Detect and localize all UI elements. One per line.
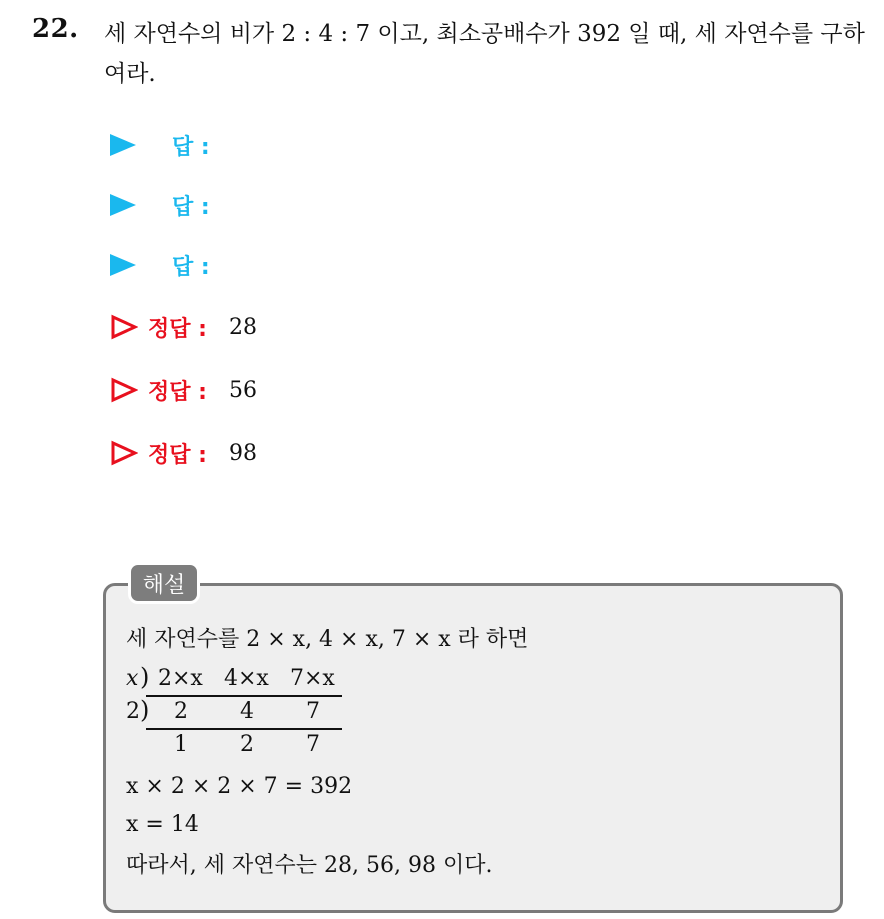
solution-row-3 — [110, 436, 257, 470]
division-cell: 2×x — [158, 666, 203, 691]
division-cell: 7 — [306, 699, 320, 724]
explanation-equation-1: x × 2 × 2 × 7 = 392 — [126, 774, 353, 799]
solution-label: 정답 : — [148, 316, 207, 342]
division-divisor: 2 — [126, 699, 140, 724]
division-cell: 7×x — [290, 666, 335, 691]
solution-row-1 — [110, 310, 257, 344]
division-cell: 2 — [174, 699, 188, 724]
question-text: 세 자연수의 비가 2 : 4 : 7 이고, 최소공배수가 392 일 때, 세 자연수를 구하여라. — [104, 21, 865, 87]
answer-blank-2[interactable] — [110, 188, 210, 222]
explanation-conclusion: 따라서, 세 자연수는 28, 56, 98 이다. — [126, 853, 493, 878]
solution-label: 정답 : — [148, 379, 207, 405]
explanation-equation-2: x = 14 — [126, 812, 199, 837]
division-cell: 4×x — [224, 666, 269, 691]
division-bracket-icon: ) — [140, 663, 150, 691]
outline-triangle-icon — [110, 377, 138, 403]
explanation-tab: 해설 — [128, 562, 200, 604]
solution-row-2 — [110, 373, 257, 407]
play-triangle-icon — [110, 254, 136, 276]
division-bracket-icon: ) — [140, 696, 150, 724]
answer-blank-1[interactable] — [110, 128, 210, 162]
solution-value: 98 — [228, 440, 257, 466]
explanation-intro: 세 자연수를 2 × x, 4 × x, 7 × x 라 하면 — [126, 627, 529, 652]
division-divisor: x — [126, 666, 139, 691]
division-rule — [146, 695, 342, 697]
answer-label: 답 : — [172, 194, 210, 220]
play-triangle-icon — [110, 194, 136, 216]
play-triangle-icon — [110, 134, 136, 156]
division-cell: 7 — [306, 732, 320, 757]
division-cell: 4 — [240, 699, 254, 724]
division-cell: 2 — [240, 732, 254, 757]
solution-value: 56 — [228, 377, 257, 403]
answer-label: 답 : — [172, 254, 210, 280]
division-rule — [146, 728, 342, 730]
answer-label: 답 : — [172, 134, 210, 160]
solution-label: 정답 : — [148, 442, 207, 468]
solution-value: 28 — [228, 314, 257, 340]
question-number: 22. — [32, 14, 79, 44]
answer-blank-3[interactable] — [110, 248, 210, 282]
outline-triangle-icon — [110, 314, 138, 340]
outline-triangle-icon — [110, 440, 138, 466]
division-cell: 1 — [174, 732, 188, 757]
